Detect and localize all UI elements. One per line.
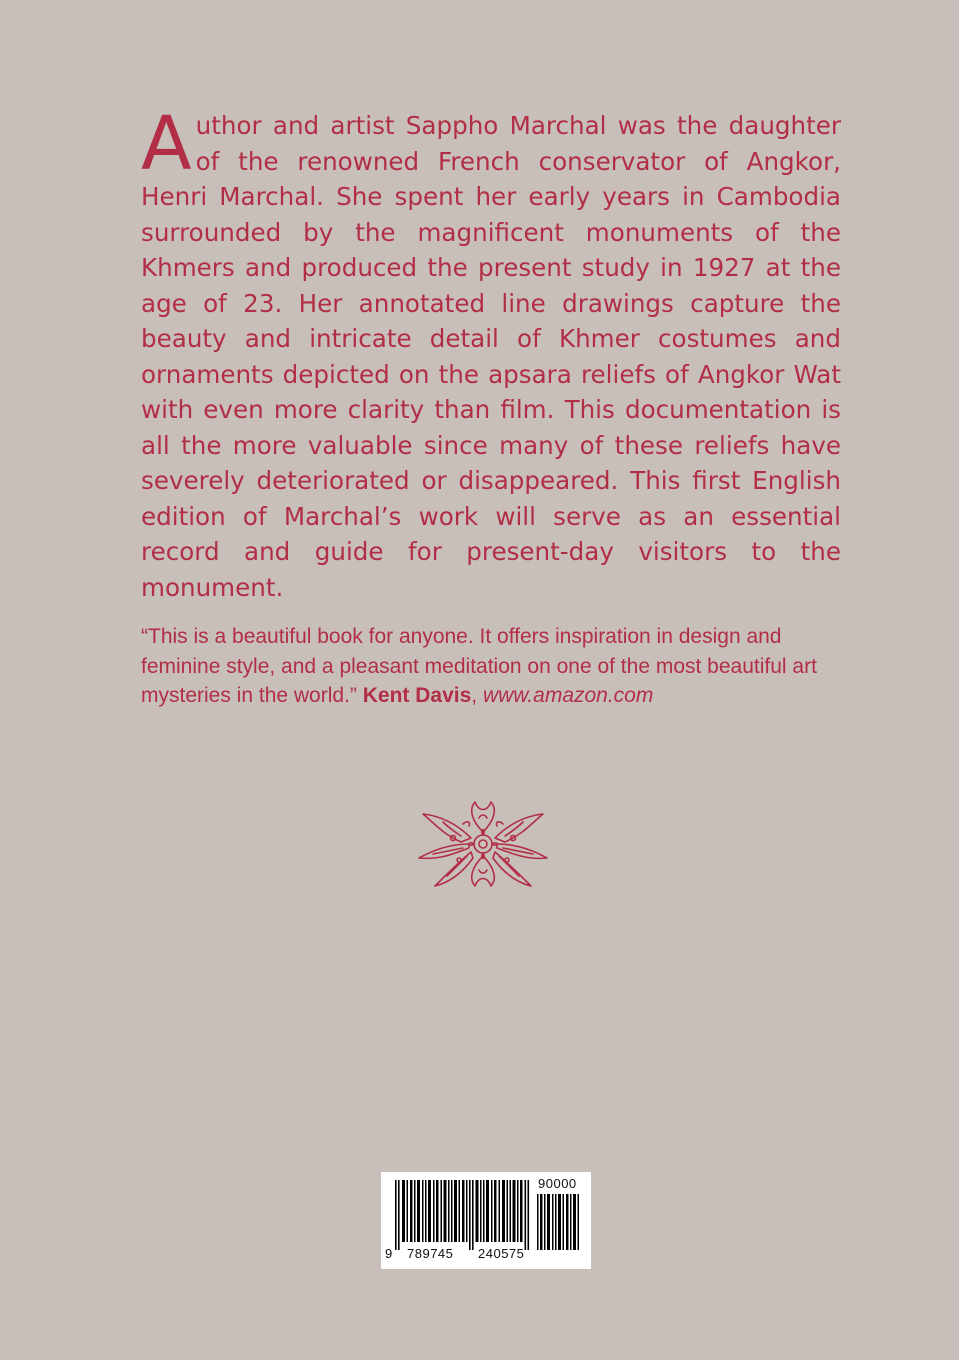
quote-separator: ,	[471, 684, 483, 707]
blurb-text: uthor and artist Sappho Marchal was the daughter of the renowned French conservator of Angkor, Henri Marchal. She spent her early years in Cambodia surrounded by the magnificent monuments of the Khmers and produced the present study in 1927 at the age of 23. Her annotated line drawings capture the beauty and intricate detail of Khmer costumes and ornaments depicted on the apsara reliefs of Angkor Wat with even more clarity than film. This documentation is all the more valuable since many of these reliefs have severely deteriorated or disappeared. This first English edition of Marchal’s work will serve as an essential record and guide for present-day visitors to the monument.	[141, 111, 841, 602]
drop-cap: A	[141, 101, 192, 187]
quote-source: www.amazon.com	[482, 684, 654, 707]
quote-text: “This is a beautiful book for anyone. It offers inspiration in design and feminine style, and a pleasant meditation on one of the most beautiful art mysteries in the world.”	[141, 625, 817, 707]
isbn-left-digits: 789745	[407, 1246, 454, 1261]
isbn-barcode	[381, 1172, 591, 1269]
blurb-paragraph	[141, 101, 841, 605]
quote-author: Kent Davis	[362, 684, 472, 707]
khmer-floral-ornament-icon	[413, 794, 553, 894]
price-code: 90000	[538, 1176, 577, 1191]
review-quote	[141, 622, 841, 711]
isbn-right-digits: 240575	[478, 1246, 525, 1261]
isbn-first-digit: 9	[385, 1246, 393, 1261]
